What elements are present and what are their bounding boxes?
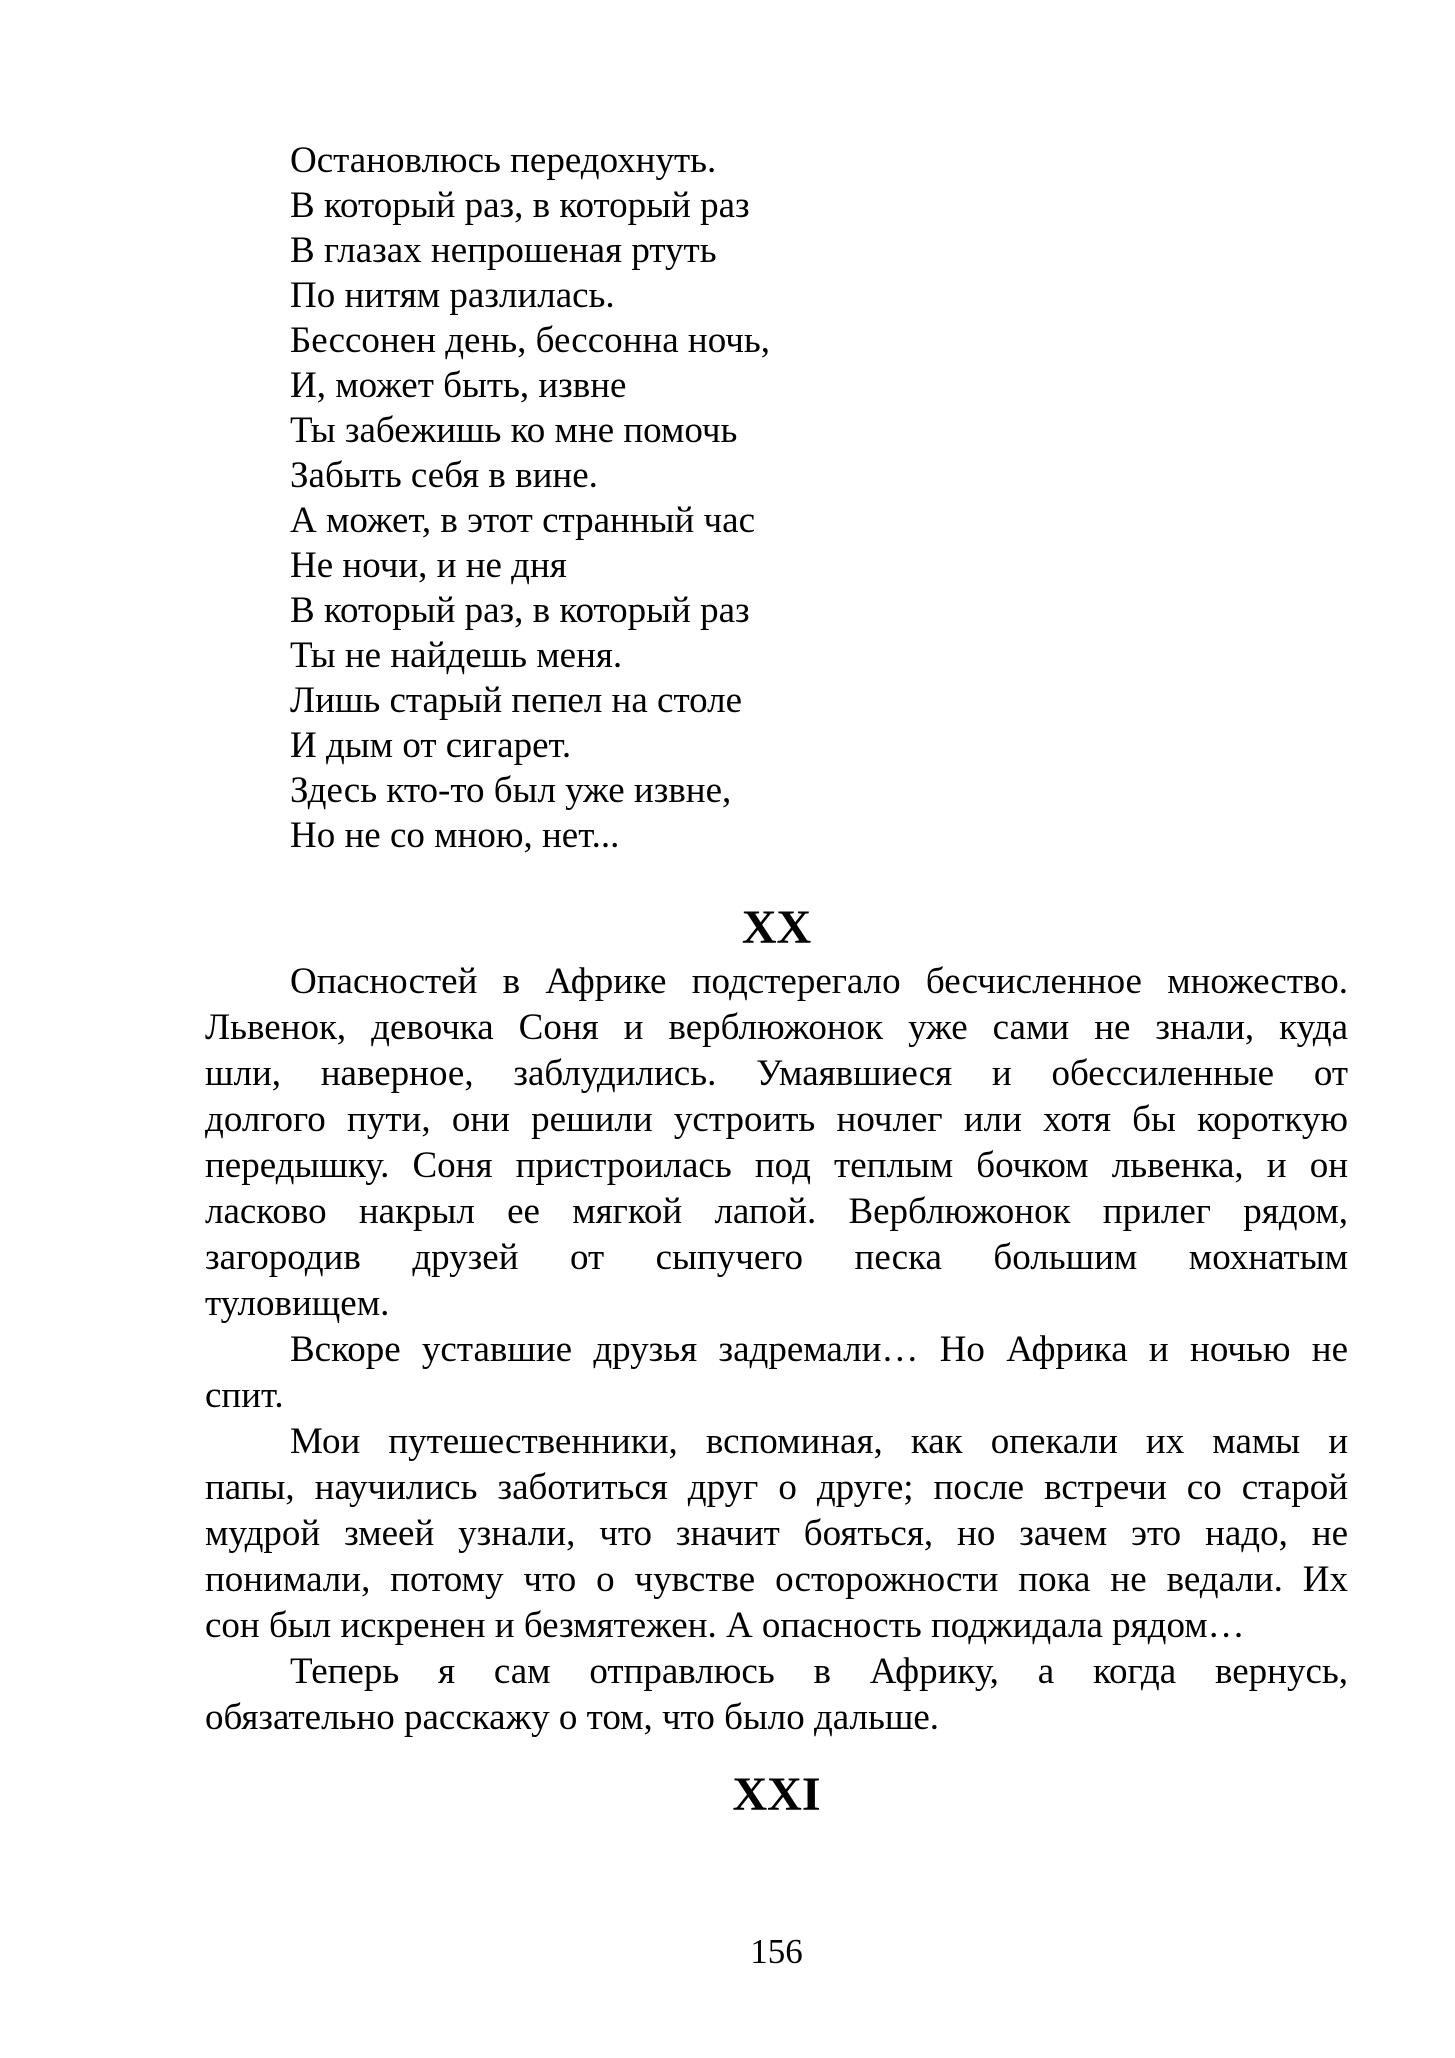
- poem-line: Не ночи, и не дня: [290, 545, 567, 586]
- poem-line: А может, в этот странный час: [290, 500, 755, 541]
- paragraph: [205, 959, 1348, 1327]
- text-line: папы, научились заботиться друг о друге; после встречи со старой: [205, 1467, 1348, 1508]
- poem-line: И, может быть, извне: [290, 365, 627, 406]
- poem-line: Забыть себя в вине.: [290, 455, 598, 496]
- text-line: Вскоре уставшие друзья задремали… Но Африка и ночью не: [290, 1329, 1348, 1370]
- text-line: долгого пути, они решили устроить ночлег или хотя бы короткую: [205, 1099, 1348, 1140]
- section-heading-xx: XX: [741, 901, 812, 954]
- poem-line: Остановлюсь передохнуть.: [290, 140, 717, 181]
- text-line: мудрой змеей узнали, что значит бояться, но зачем это надо, не: [205, 1513, 1348, 1554]
- poem-line: Ты забежишь ко мне помочь: [290, 410, 738, 451]
- poem-block: [290, 138, 770, 858]
- paragraph: [205, 1419, 1348, 1649]
- paragraph: [205, 1327, 1348, 1419]
- text-line: передышку. Соня пристроилась под теплым бочком львенка, и он: [205, 1145, 1348, 1186]
- text-line: ласково накрыл ее мягкой лапой. Верблюжонок прилег рядом,: [205, 1191, 1348, 1232]
- text-line: понимали, потому что о чувстве осторожности пока не ведали. Их: [205, 1559, 1348, 1600]
- poem-line: В глазах непрошеная ртуть: [290, 230, 717, 271]
- paragraph: [205, 1649, 1348, 1741]
- poem-line: Но не со мною, нет...: [290, 815, 620, 856]
- poem-line: Бессонен день, бессонна ночь,: [290, 320, 771, 361]
- text-line: Опасностей в Африке подстерегало бесчисленное множество.: [290, 961, 1348, 1002]
- section-heading-xxi: XXI: [732, 1768, 821, 1821]
- poem-line: По нитям разлилась.: [290, 275, 615, 316]
- text-line: обязательно расскажу о том, что было дальше.: [205, 1697, 940, 1738]
- poem-line: Ты не найдешь меня.: [290, 635, 623, 676]
- poem-line: Здесь кто-то был уже извне,: [290, 770, 732, 811]
- page-number: 156: [750, 1932, 803, 1971]
- text-line: сон был искренен и безмятежен. А опасность поджидала рядом…: [205, 1605, 1245, 1646]
- text-line: загородив друзей от сыпучего песка большим мохнатым: [205, 1237, 1348, 1278]
- poem-line: В который раз, в который раз: [290, 590, 750, 631]
- section-xx-text: [205, 959, 1348, 1741]
- poem-line: Лишь старый пепел на столе: [290, 680, 743, 721]
- poem-line: И дым от сигарет.: [290, 725, 572, 766]
- text-line: туловищем.: [205, 1283, 390, 1324]
- text-line: Теперь я сам отправлюсь в Африку, а когда вернусь,: [290, 1651, 1348, 1692]
- text-line: шли, наверное, заблудились. Умаявшиеся и обессиленные от: [205, 1053, 1348, 1094]
- poem-line: В который раз, в который раз: [290, 185, 750, 226]
- text-line: спит.: [205, 1375, 284, 1416]
- text-line: Мои путешественники, вспоминая, как опекали их мамы и: [290, 1421, 1348, 1462]
- text-line: Львенок, девочка Соня и верблюжонок уже сами не знали, куда: [205, 1007, 1348, 1048]
